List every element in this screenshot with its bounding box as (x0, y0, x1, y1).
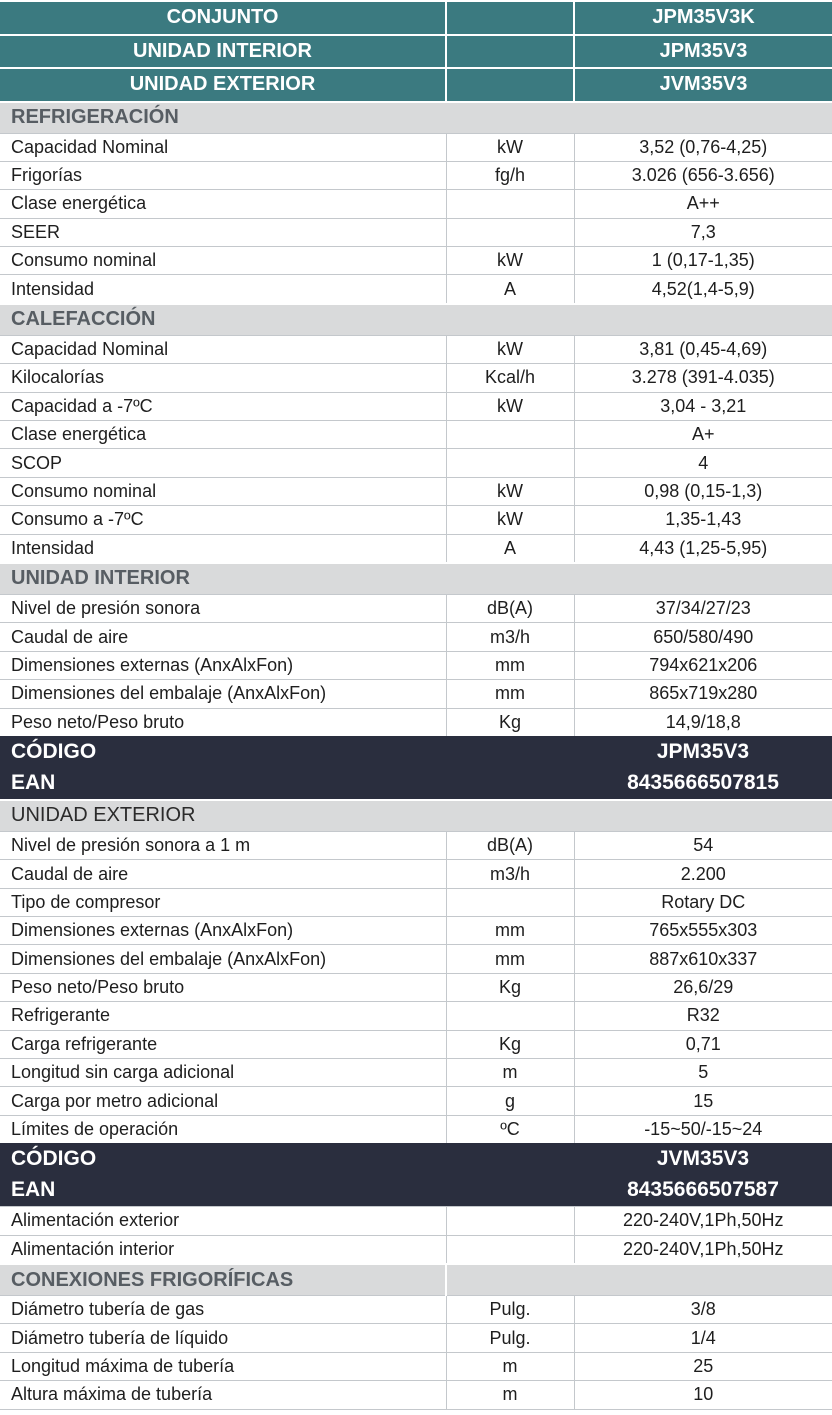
spec-unit: ºC (446, 1115, 574, 1143)
spec-row (0, 1296, 832, 1324)
header-spacer (446, 35, 574, 69)
code-label: CÓDIGO (0, 736, 574, 768)
spec-label: Carga por metro adicional (0, 1087, 446, 1115)
section-title: UNIDAD EXTERIOR (0, 800, 832, 832)
spec-unit (446, 1207, 574, 1235)
spec-row (0, 421, 832, 449)
spec-row (0, 449, 832, 477)
ean-value: 8435666507587 (574, 1175, 832, 1207)
spec-label: Capacidad a -7ºC (0, 392, 446, 420)
section-calefaccion (0, 304, 832, 336)
spec-unit: mm (446, 917, 574, 945)
spec-row (0, 1352, 832, 1380)
ean-label: EAN (0, 767, 574, 800)
spec-label: Consumo nominal (0, 247, 446, 275)
spec-value: 0,98 (0,15-1,3) (574, 477, 832, 505)
spec-label: Alimentación interior (0, 1235, 446, 1264)
section-title: CONEXIONES FRIGORÍFICAS (0, 1264, 446, 1296)
spec-value: 2.200 (574, 860, 832, 888)
spec-unit: m3/h (446, 860, 574, 888)
spec-value: 3,52 (0,76-4,25) (574, 133, 832, 161)
header-value: JPM35V3K (574, 1, 832, 35)
spec-row (0, 1235, 832, 1264)
section-title: UNIDAD INTERIOR (0, 563, 832, 595)
spec-row (0, 623, 832, 651)
spec-row (0, 945, 832, 973)
ean-label: EAN (0, 1175, 574, 1207)
spec-label: Clase energética (0, 190, 446, 218)
spec-row (0, 534, 832, 563)
spec-row (0, 190, 832, 218)
spec-value: 3.026 (656-3.656) (574, 161, 832, 189)
ean-row (0, 1175, 832, 1207)
spec-value: 220-240V,1Ph,50Hz (574, 1235, 832, 1264)
spec-row (0, 1087, 832, 1115)
spec-table-body (0, 1, 832, 1409)
spec-unit: kW (446, 392, 574, 420)
spec-label: SEER (0, 218, 446, 246)
spec-value: 0,71 (574, 1030, 832, 1058)
spec-unit: Pulg. (446, 1324, 574, 1352)
spec-row (0, 218, 832, 246)
spec-row (0, 651, 832, 679)
header-value: JVM35V3 (574, 68, 832, 102)
section-spacer (574, 1264, 832, 1296)
spec-unit (446, 190, 574, 218)
spec-unit: Kcal/h (446, 364, 574, 392)
section-title: CALEFACCIÓN (0, 304, 832, 336)
spec-label: Clase energética (0, 421, 446, 449)
spec-unit: m (446, 1059, 574, 1087)
spec-value: 5 (574, 1059, 832, 1087)
spec-value: 220-240V,1Ph,50Hz (574, 1207, 832, 1235)
section-refrigeracion (0, 102, 832, 134)
header-spacer (446, 68, 574, 102)
spec-label: Nivel de presión sonora (0, 594, 446, 622)
spec-value: 887x610x337 (574, 945, 832, 973)
code-row (0, 1143, 832, 1175)
spec-value: 3,04 - 3,21 (574, 392, 832, 420)
spec-value: 37/34/27/23 (574, 594, 832, 622)
spec-value: 794x621x206 (574, 651, 832, 679)
spec-unit (446, 1002, 574, 1030)
spec-row (0, 364, 832, 392)
spec-label: Intensidad (0, 534, 446, 563)
spec-row (0, 133, 832, 161)
spec-unit: Kg (446, 973, 574, 1001)
spec-value: Rotary DC (574, 888, 832, 916)
spec-value: 10 (574, 1381, 832, 1409)
header-value: JPM35V3 (574, 35, 832, 69)
spec-row (0, 1115, 832, 1143)
spec-value: 1/4 (574, 1324, 832, 1352)
spec-label: SCOP (0, 449, 446, 477)
spec-unit: Kg (446, 708, 574, 736)
spec-row (0, 275, 832, 304)
spec-row (0, 1059, 832, 1087)
spec-unit: kW (446, 133, 574, 161)
spec-row (0, 831, 832, 859)
spec-value: 3.278 (391-4.035) (574, 364, 832, 392)
spec-label: Caudal de aire (0, 860, 446, 888)
spec-row (0, 917, 832, 945)
spec-row (0, 1002, 832, 1030)
spec-row (0, 973, 832, 1001)
spec-value: 4 (574, 449, 832, 477)
spec-value: 4,52(1,4-5,9) (574, 275, 832, 304)
spec-value: 54 (574, 831, 832, 859)
spec-unit: dB(A) (446, 831, 574, 859)
spec-row (0, 506, 832, 534)
spec-unit: dB(A) (446, 594, 574, 622)
spec-row (0, 708, 832, 736)
spec-label: Longitud sin carga adicional (0, 1059, 446, 1087)
header-label: CONJUNTO (0, 1, 446, 35)
spec-value: 1 (0,17-1,35) (574, 247, 832, 275)
spec-unit: kW (446, 335, 574, 363)
spec-label: Diámetro tubería de líquido (0, 1324, 446, 1352)
spec-row (0, 680, 832, 708)
spec-value: 650/580/490 (574, 623, 832, 651)
spec-label: Intensidad (0, 275, 446, 304)
spec-unit (446, 1235, 574, 1264)
spec-row (0, 1207, 832, 1235)
header-row (0, 1, 832, 35)
spec-value: 765x555x303 (574, 917, 832, 945)
spec-row (0, 477, 832, 505)
code-value: JVM35V3 (574, 1143, 832, 1175)
code-row (0, 736, 832, 768)
spec-value: 1,35-1,43 (574, 506, 832, 534)
spec-row (0, 1381, 832, 1409)
spec-unit: m3/h (446, 623, 574, 651)
spec-value: 4,43 (1,25-5,95) (574, 534, 832, 563)
spec-label: Peso neto/Peso bruto (0, 973, 446, 1001)
spec-label: Dimensiones externas (AnxAlxFon) (0, 917, 446, 945)
spec-label: Caudal de aire (0, 623, 446, 651)
spec-row (0, 1030, 832, 1058)
header-label: UNIDAD INTERIOR (0, 35, 446, 69)
spec-value: -15~50/-15~24 (574, 1115, 832, 1143)
spec-unit (446, 218, 574, 246)
spec-unit (446, 449, 574, 477)
ean-row (0, 767, 832, 800)
spec-label: Longitud máxima de tubería (0, 1352, 446, 1380)
spec-label: Nivel de presión sonora a 1 m (0, 831, 446, 859)
spec-label: Altura máxima de tubería (0, 1381, 446, 1409)
spec-row (0, 161, 832, 189)
spec-label: Alimentación exterior (0, 1207, 446, 1235)
spec-label: Frigorías (0, 161, 446, 189)
spec-unit (446, 888, 574, 916)
spec-value: A+ (574, 421, 832, 449)
spec-label: Consumo a -7ºC (0, 506, 446, 534)
code-label: CÓDIGO (0, 1143, 574, 1175)
spec-unit: Kg (446, 1030, 574, 1058)
spec-value: 26,6/29 (574, 973, 832, 1001)
spec-label: Límites de operación (0, 1115, 446, 1143)
spec-unit: mm (446, 945, 574, 973)
ean-value: 8435666507815 (574, 767, 832, 800)
section-spacer (446, 1264, 574, 1296)
spec-unit: A (446, 534, 574, 563)
spec-unit: m (446, 1381, 574, 1409)
spec-unit: kW (446, 477, 574, 505)
spec-unit: mm (446, 651, 574, 679)
spec-unit: kW (446, 506, 574, 534)
code-value: JPM35V3 (574, 736, 832, 768)
spec-value: 865x719x280 (574, 680, 832, 708)
spec-unit (446, 421, 574, 449)
spec-unit: fg/h (446, 161, 574, 189)
spec-label: Dimensiones del embalaje (AnxAlxFon) (0, 945, 446, 973)
spec-unit: Pulg. (446, 1296, 574, 1324)
spec-row (0, 594, 832, 622)
spec-label: Consumo nominal (0, 477, 446, 505)
spec-unit: kW (446, 247, 574, 275)
spec-unit: m (446, 1352, 574, 1380)
spec-label: Tipo de compresor (0, 888, 446, 916)
section-unidad-exterior (0, 800, 832, 832)
spec-label: Kilocalorías (0, 364, 446, 392)
spec-value: A++ (574, 190, 832, 218)
spec-value: 7,3 (574, 218, 832, 246)
spec-row (0, 1324, 832, 1352)
spec-row (0, 335, 832, 363)
header-row (0, 35, 832, 69)
spec-label: Dimensiones externas (AnxAlxFon) (0, 651, 446, 679)
spec-row (0, 888, 832, 916)
spec-label: Capacidad Nominal (0, 335, 446, 363)
spec-label: Dimensiones del embalaje (AnxAlxFon) (0, 680, 446, 708)
spec-value: 3/8 (574, 1296, 832, 1324)
section-conexiones (0, 1264, 832, 1296)
spec-value: 25 (574, 1352, 832, 1380)
spec-value: R32 (574, 1002, 832, 1030)
spec-label: Carga refrigerante (0, 1030, 446, 1058)
header-label: UNIDAD EXTERIOR (0, 68, 446, 102)
spec-value: 3,81 (0,45-4,69) (574, 335, 832, 363)
spec-label: Refrigerante (0, 1002, 446, 1030)
spec-row (0, 860, 832, 888)
spec-unit: A (446, 275, 574, 304)
header-spacer (446, 1, 574, 35)
spec-unit: g (446, 1087, 574, 1115)
section-unidad-interior (0, 563, 832, 595)
spec-label: Diámetro tubería de gas (0, 1296, 446, 1324)
section-title: REFRIGERACIÓN (0, 102, 832, 134)
spec-label: Peso neto/Peso bruto (0, 708, 446, 736)
spec-row (0, 247, 832, 275)
spec-value: 15 (574, 1087, 832, 1115)
spec-label: Capacidad Nominal (0, 133, 446, 161)
spec-unit: mm (446, 680, 574, 708)
spec-row (0, 392, 832, 420)
spec-value: 14,9/18,8 (574, 708, 832, 736)
header-row (0, 68, 832, 102)
